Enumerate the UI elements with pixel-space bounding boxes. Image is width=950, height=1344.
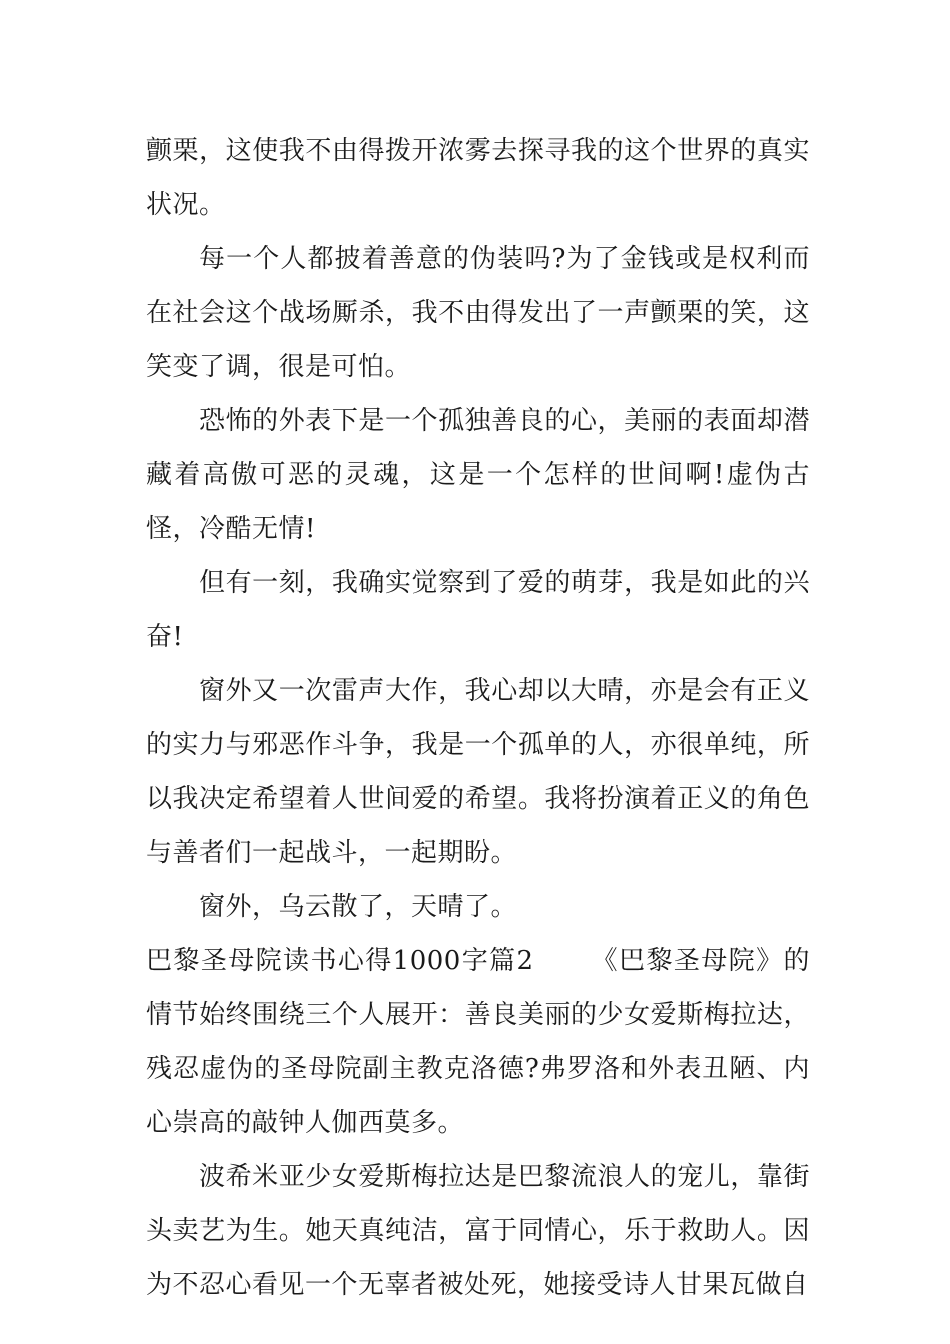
- paragraph-6: 窗外，乌云散了，天晴了。: [199, 892, 518, 922]
- section-paragraph: [146, 934, 810, 1150]
- section-heading: 巴黎圣母院读书心得1000字篇2: [146, 946, 534, 976]
- section-first-paragraph: 《巴黎圣母院》的情节始终围绕三个人展开：善良美丽的少女爱斯梅拉达，残忍虚伪的圣母院副主教克洛德?弗罗洛和外表丑陋、内心崇高的敲钟人伽西莫多。: [146, 946, 810, 1138]
- paragraph-7: 波希米亚少女爱斯梅拉达是巴黎流浪人的宠儿，靠街头卖艺为生。她天真纯洁，富于同情心，乐于救助人。因为不忍心看见一个无辜者被处死，她接受诗人甘果瓦做自: [146, 1162, 810, 1300]
- paragraph-1: 颤栗，这使我不由得拨开浓雾去探寻我的这个世界的真实状况。: [146, 136, 810, 220]
- paragraph-5: 窗外又一次雷声大作，我心却以大晴，亦是会有正义的实力与邪恶作斗争，我是一个孤单的人，亦很单纯，所以我决定希望着人世间爱的希望。我将扮演着正义的角色与善者们一起战斗，一起期盼。: [146, 676, 810, 868]
- paragraph-4: 但有一刻，我确实觉察到了爱的萌芽，我是如此的兴奋!: [146, 568, 810, 652]
- document-body: [146, 124, 810, 1312]
- paragraph-3: 恐怖的外表下是一个孤独善良的心，美丽的表面却潜藏着高傲可恶的灵魂，这是一个怎样的世间啊!虚伪古怪，冷酷无情!: [146, 406, 810, 544]
- heading-gap: [534, 946, 592, 976]
- paragraph-2: 每一个人都披着善意的伪装吗?为了金钱或是权利而在社会这个战场厮杀，我不由得发出了一声颤栗的笑，这笑变了调，很是可怕。: [146, 244, 810, 382]
